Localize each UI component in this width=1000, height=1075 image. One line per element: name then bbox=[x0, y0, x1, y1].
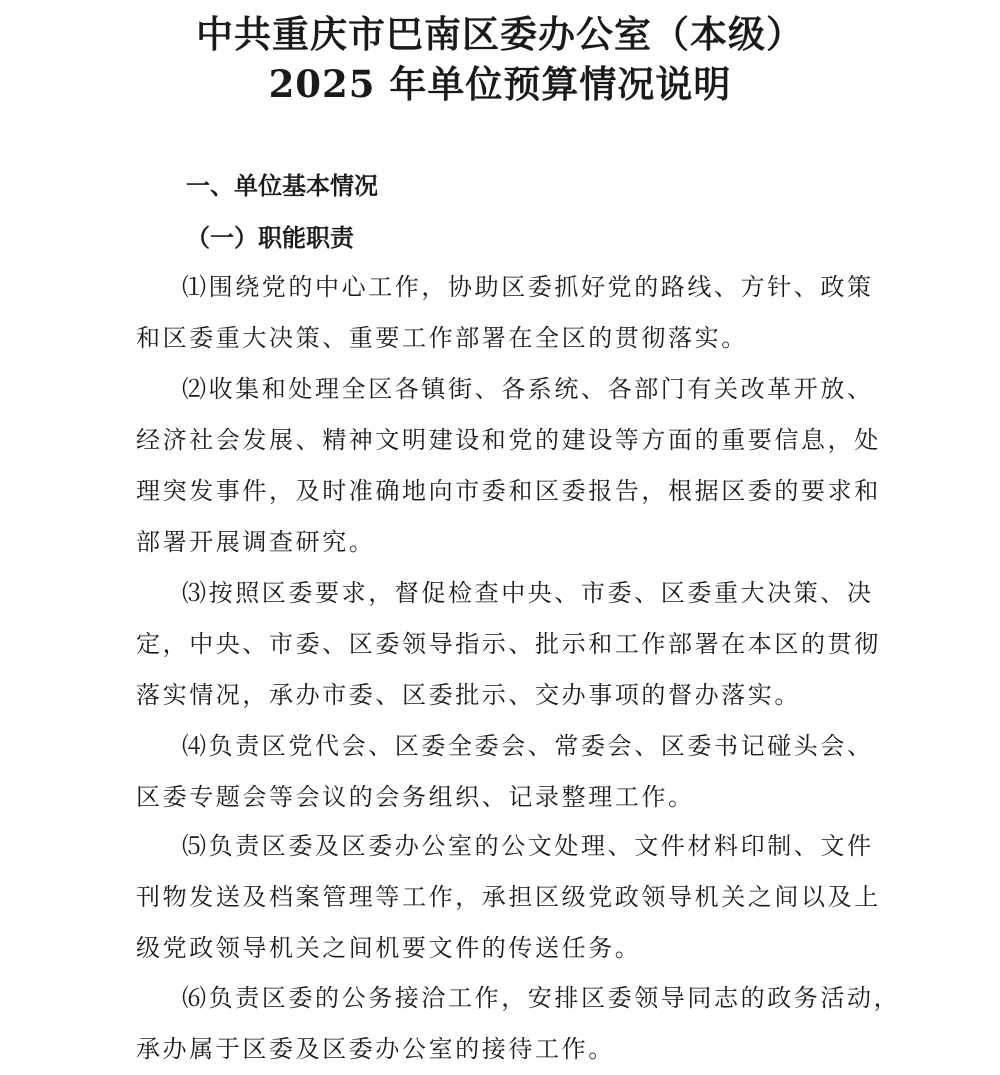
paragraph-6 bbox=[136, 973, 901, 1075]
paragraph-line: ⑵收集和处理全区各镇街、各系统、各部门有关改革开放、 bbox=[182, 375, 874, 403]
paragraph-1 bbox=[136, 262, 896, 364]
paragraph-line: ⑹负责区委的公务接洽工作，安排区委领导同志的政务活动， bbox=[182, 984, 901, 1012]
paragraph-3 bbox=[136, 568, 896, 721]
paragraph-line: 承办属于区委及区委办公室的接待工作。 bbox=[136, 1035, 615, 1063]
document-title-line-2: 2025 年单位预算情况说明 bbox=[268, 62, 732, 106]
paragraph-line: 级党政领导机关之间机要文件的传送任务。 bbox=[136, 934, 642, 962]
section-subheading: （一）职能职责 bbox=[186, 223, 354, 252]
paragraph-5 bbox=[136, 821, 896, 974]
paragraph-line: ⑷负责区党代会、区委全委会、常委会、区委书记碰头会、 bbox=[182, 732, 874, 760]
paragraph-line: 落实情况，承办市委、区委批示、交办事项的督办落实。 bbox=[136, 681, 801, 709]
paragraph-line: 经济社会发展、精神文明建设和党的建设等方面的重要信息，处 bbox=[136, 426, 881, 454]
paragraph-line: ⑴围绕党的中心工作，协助区委抓好党的路线、方针、政策 bbox=[182, 273, 874, 301]
paragraph-line: 定，中央、市委、区委领导指示、批示和工作部署在本区的贯彻 bbox=[136, 630, 881, 658]
paragraph-line: 刊物发送及档案管理等工作，承担区级党政领导机关之间以及上 bbox=[136, 883, 881, 911]
document-title-line-1: 中共重庆市巴南区委办公室（本级） bbox=[196, 12, 804, 56]
paragraph-2 bbox=[136, 364, 896, 568]
paragraph-line: 理突发事件，及时准确地向市委和区委报告，根据区委的要求和 bbox=[136, 477, 881, 505]
paragraph-line: 区委专题会等会议的会务组织、记录整理工作。 bbox=[136, 783, 695, 811]
paragraph-line: 和区委重大决策、重要工作部署在全区的贯彻落实。 bbox=[136, 324, 748, 352]
paragraph-4 bbox=[136, 721, 896, 823]
section-heading: 一、单位基本情况 bbox=[186, 172, 378, 200]
paragraph-line: 部署开展调查研究。 bbox=[136, 528, 376, 556]
paragraph-line: ⑶按照区委要求，督促检查中央、市委、区委重大决策、决 bbox=[182, 579, 874, 607]
paragraph-line: ⑸负责区委及区委办公室的公文处理、文件材料印制、文件 bbox=[182, 832, 874, 860]
